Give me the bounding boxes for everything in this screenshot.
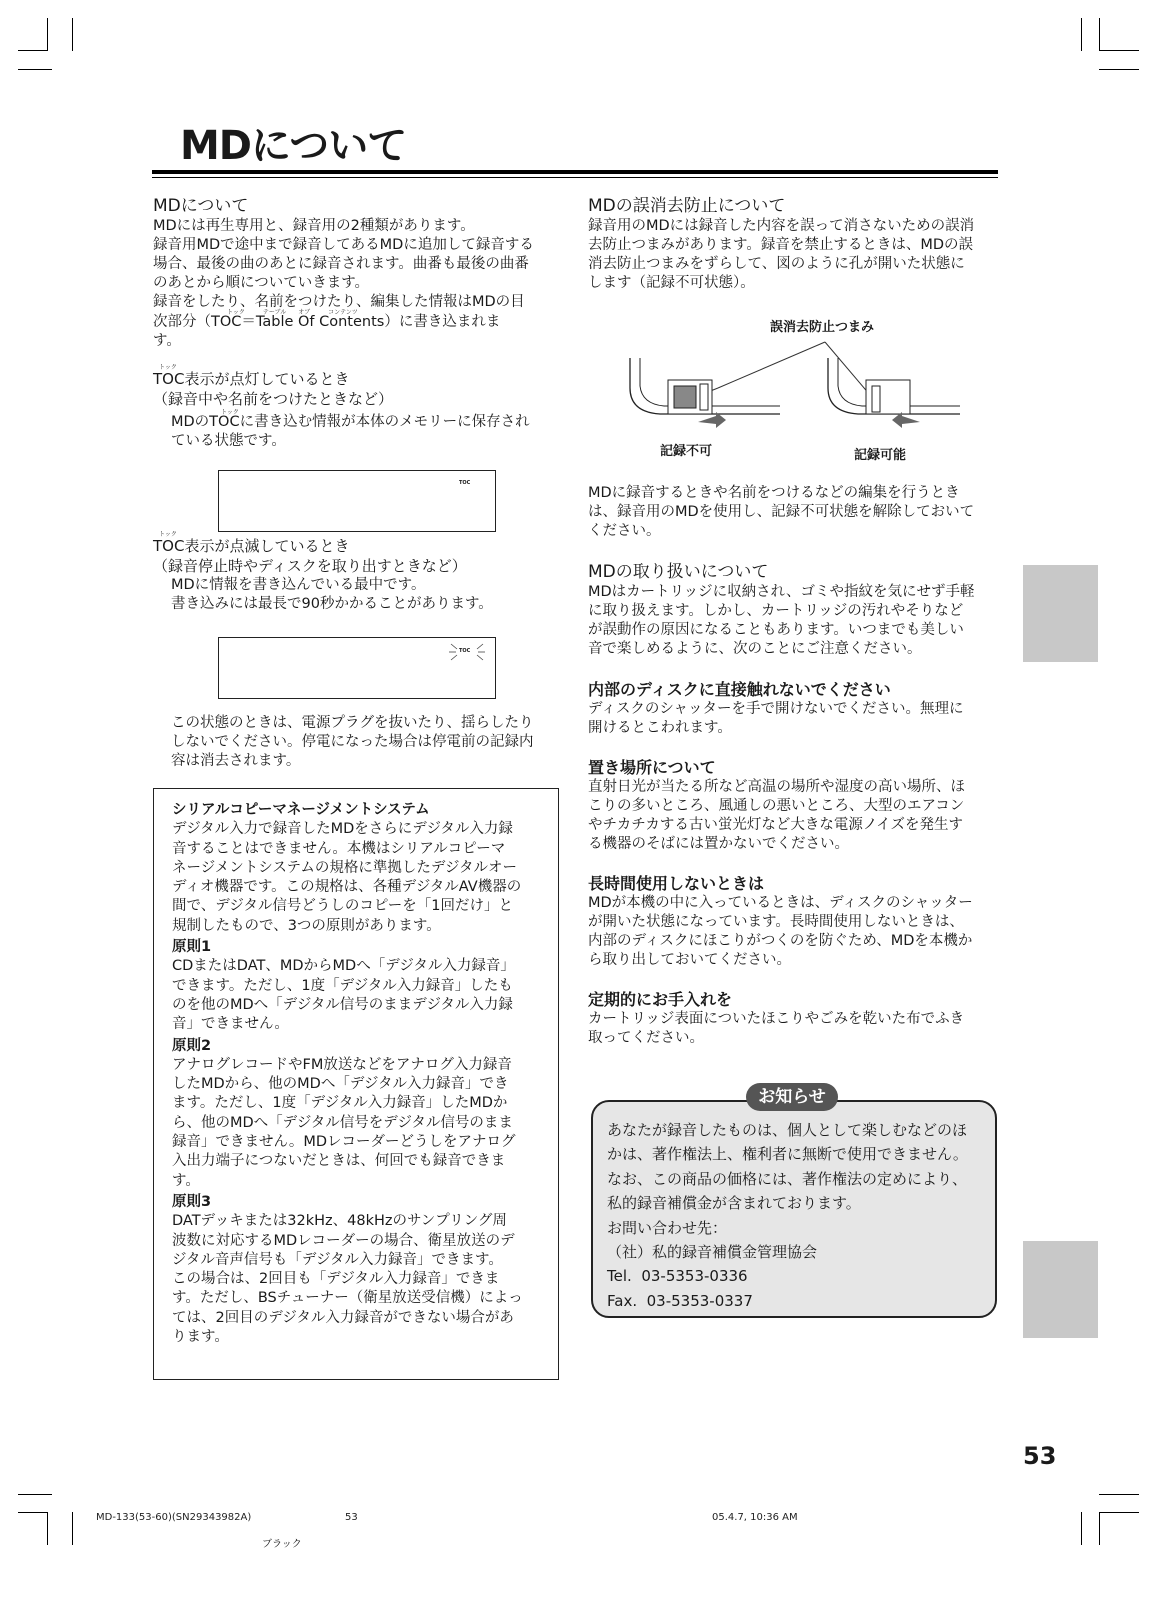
lit-ruby: トック [159, 364, 177, 371]
right-column-top [588, 195, 1000, 293]
toc-indicator: TOC [459, 648, 471, 654]
rule3-line: DATデッキまたは32kHz、48kHzのサンプリング周 [172, 1213, 507, 1230]
crop-mark [18, 50, 48, 51]
notice-box [591, 1100, 997, 1318]
notice-tel: Tel. 03-5353-0336 [607, 1267, 748, 1286]
crop-mark [18, 69, 52, 70]
crop-mark [18, 1512, 48, 1513]
notice-badge: お知らせ [746, 1083, 838, 1111]
erase-line: 録音用のMDには録音した内容を誤って消さないための誤消 [588, 218, 975, 234]
notice-line: なお、この商品の価格には、著作権法の定めにより、 [607, 1169, 968, 1188]
toc-line-end: す。 [153, 333, 181, 349]
lit-body-line: MDのTOCに書き込む情報が本体のメモリーに保存され [171, 414, 530, 430]
scms-heading: シリアルコピーマネージメントシステム [172, 802, 430, 818]
label-erase-tab: 誤消去防止つまみ [770, 320, 875, 335]
rule2-line: アナログレコードやFM放送などをアナログ入力録音 [172, 1056, 512, 1073]
crop-mark [1099, 69, 1139, 70]
toc-display-blink [218, 637, 496, 699]
crop-mark [72, 1512, 73, 1545]
erase-line: します（記録不可状態）。 [588, 275, 755, 291]
notice-line: 私的録音補償金が含まれております。 [607, 1194, 861, 1213]
notice-line: あなたが録音したものは、個人として楽しむなどのほ [607, 1121, 968, 1139]
rule1-heading: 原則1 [172, 939, 212, 956]
erase-note-line: は、録音用のMDを使用し、記録不可状態を解除しておいて [588, 504, 975, 520]
rule3-heading: 原則3 [172, 1193, 212, 1210]
section-heading-erase: MDの誤消去防止について [588, 196, 786, 216]
erase-note-line: MDに録音するときや名前をつけるなどの編集を行うとき [588, 485, 960, 501]
notice-line: （社）私的録音補償金管理協会 [607, 1243, 818, 1262]
rule1-line: のを他のMDへ「デジタル信号のままデジタル入力録 [172, 996, 513, 1013]
subheading-clean: 定期的にお手入れを [588, 990, 733, 1009]
rule3-line: 波数に対応するMDレコーダーの場合、衛星放送のデ [172, 1232, 515, 1249]
subheading-disc: 内部のディスクに直接触れないでください [588, 680, 891, 699]
notice-line: お問い合わせ先： [607, 1218, 728, 1237]
subheading-longterm: 長時間使用しないときは [588, 874, 765, 893]
longterm-line: ら取り出しておいてください。 [588, 952, 791, 968]
intro-line: 録音をしたり、名前をつけたり、編集した情報はMDの目 [153, 294, 525, 310]
rule2-line: ら、他のMDへ「デジタル信号をデジタル信号のまま [172, 1114, 513, 1131]
scms-intro-line: ネージメントシステムの規格に準拠したデジタルオー [172, 859, 517, 876]
footer-timestamp: 05.4.7, 10:36 AM [712, 1512, 798, 1523]
handling-line: が誤動作の原因になることもあります。いつまでも美しい [588, 622, 964, 638]
rule2-heading: 原則2 [172, 1037, 212, 1054]
crop-mark [1099, 18, 1100, 51]
toc-ruby: トック テーブル オブ コンテンツ [227, 309, 358, 316]
handling-line: 音で楽しめるように、次のことにご注意ください。 [588, 641, 922, 657]
intro-line: のあとから順についていきます。 [153, 275, 370, 291]
warning-line: この状態のときは、電源プラグを抜いたり、揺らしたり [171, 715, 534, 731]
footer-doc-id: MD-133(53-60)(SN29343982A) [96, 1512, 252, 1523]
section-heading-handling: MDの取り扱いについて [588, 562, 769, 582]
rule3-line: す。ただし、BSチューナー（衛星放送受信機）によっ [172, 1290, 523, 1307]
scms-intro-line: 間で、デジタル信号どうしのコピーを「1回だけ」と [172, 898, 513, 915]
toc-line: 次部分（TOC＝Table Of Contents）に書き込まれま [153, 314, 501, 330]
crop-mark [1081, 1512, 1082, 1545]
section-heading-md: MDについて [153, 196, 249, 216]
intro-line: MDには再生専用と、録音用の2種類があります。 [153, 218, 475, 234]
crop-mark [1099, 1494, 1139, 1495]
erase-note-line: ください。 [588, 523, 661, 539]
crop-mark [18, 1494, 52, 1495]
rule3-line: この場合は、2回目も「デジタル入力録音」できま [172, 1271, 500, 1288]
intro-line: 場合、最後の曲のあとに録音されます。曲番も最後の曲番 [153, 256, 529, 272]
crop-mark [1081, 18, 1082, 51]
crop-mark [1099, 1512, 1139, 1513]
blink-rays-icon [447, 640, 487, 664]
toc-lit-heading: TOC表示が点灯しているとき [153, 370, 350, 388]
lit-body-line: ている状態です。 [171, 433, 286, 449]
disc-line: 開けるとこわれます。 [588, 720, 732, 736]
scms-intro-line: 規制したもので、3つの原則があります。 [172, 917, 441, 934]
crop-mark [47, 18, 48, 51]
blink-body-line: MDに情報を書き込んでいる最中です。 [171, 577, 426, 593]
rule3-line: ります。 [172, 1329, 229, 1346]
toc-lit-subheading: （録音中や名前をつけたときなど） [153, 390, 394, 408]
toc-blink-heading: TOC表示が点滅しているとき [153, 537, 350, 555]
footer-page: 53 [345, 1512, 358, 1523]
longterm-line: が開いた状態になっています。長時間使用しないときは、 [588, 914, 964, 930]
scms-intro-line: 音することはできません。本機はシリアルコピーマ [172, 840, 506, 857]
page-number: 53 [1023, 1442, 1057, 1470]
handling-line: MDはカートリッジに収納され、ゴミや指紋を気にせず手軽 [588, 584, 975, 600]
right-column-body [588, 484, 1000, 1048]
rule2-line: 録音」できません。MDレコーダーどうしをアナログ [172, 1134, 516, 1151]
title-rule [152, 170, 998, 174]
crop-mark [72, 18, 73, 51]
crop-mark [1099, 50, 1139, 51]
place-line: る機器のそばには置かないでください。 [588, 836, 849, 852]
left-column [153, 195, 563, 451]
page-title: MDについて [180, 123, 407, 169]
label-record-ok: 記録可能 [854, 448, 907, 463]
rule1-line: CDまたはDAT、MDからMDへ「デジタル入力録音」 [172, 958, 515, 975]
rule3-line: ジタル音声信号も「デジタル入力録音」できます。 [172, 1251, 503, 1268]
clean-line: 取ってください。 [588, 1030, 704, 1046]
disc-line: ディスクのシャッターを手で開けないでください。無理に [588, 701, 964, 717]
label-no-record: 記録不可 [660, 444, 713, 459]
notice-line: かは、著作権法上、権利者に無断で使用できません。 [607, 1145, 968, 1164]
scms-intro-line: デジタル入力で録音したMDをさらにデジタル入力録 [172, 821, 513, 838]
footer-color-plate: ブラック [262, 1539, 302, 1550]
toc-display-lit [218, 470, 496, 532]
lit-body-ruby: トック [221, 409, 239, 416]
place-line: 直射日光が当たる所など高温の場所や湿度の高い場所、ほ [588, 779, 965, 795]
title-rule-thin [152, 177, 998, 178]
erase-tab-diagram [620, 310, 970, 465]
longterm-line: MDが本機の中に入っているときは、ディスクのシャッター [588, 895, 973, 911]
place-line: こりの多いところ、風通しの悪いところ、大型のエアコン [588, 798, 965, 814]
intro-line: 録音用MDで途中まで録音してあるMDに追加して録音する [153, 237, 534, 253]
rule2-line: す。 [172, 1172, 200, 1189]
notice-fax: Fax. 03-5353-0337 [607, 1291, 753, 1310]
rule1-line: 音」できません。 [172, 1016, 289, 1033]
rule1-line: できます。ただし、1度「デジタル入力録音」したも [172, 977, 513, 994]
erase-line: 去防止つまみがあります。録音を禁止するときは、MDの誤 [588, 237, 974, 253]
blink-ruby: トック [159, 531, 177, 538]
warning-line: しないでください。停電になった場合は停電前の記録内 [171, 734, 534, 750]
side-tab [1023, 565, 1098, 662]
warning-line: 容は消去されます。 [171, 753, 301, 769]
clean-line: カートリッジ表面についたほこりやごみを乾いた布でふき [588, 1011, 965, 1027]
erase-line: 消去防止つまみをずらして、図のように孔が開いた状態に [588, 256, 965, 272]
rule2-line: ます。ただし、1度「デジタル入力録音」したMDか [172, 1095, 508, 1112]
place-line: やチカチカする古い蛍光灯など大きな電源ノイズを発生す [588, 817, 963, 833]
crop-mark [1099, 1512, 1100, 1545]
toc-indicator: TOC [459, 480, 471, 486]
crop-mark [47, 1512, 48, 1545]
rule3-line: ては、2回目のデジタル入力録音ができない場合があ [172, 1309, 514, 1326]
side-tab [1023, 1241, 1098, 1338]
scms-intro-line: ディオ機器です。この規格は、各種デジタルAV機器の [172, 879, 522, 896]
scms-box [153, 788, 559, 1380]
subheading-place: 置き場所について [588, 758, 716, 777]
left-column-2 [153, 531, 563, 614]
rule2-line: 入出力端子につないだときは、何回でも録音できま [172, 1153, 506, 1170]
rule2-line: したMDから、他のMDへ「デジタル入力録音」でき [172, 1076, 509, 1093]
longterm-line: 内部のディスクにほこりがつくのを防ぐため、MDを本機か [588, 933, 973, 949]
toc-blink-subheading: （録音停止時やディスクを取り出すときなど） [153, 557, 467, 575]
blink-body-line: 書き込みには最長で90秒かかることがあります。 [171, 596, 493, 612]
left-warning [153, 714, 563, 771]
handling-line: に取り扱えます。しかし、カートリッジの汚れやそりなど [588, 603, 964, 619]
